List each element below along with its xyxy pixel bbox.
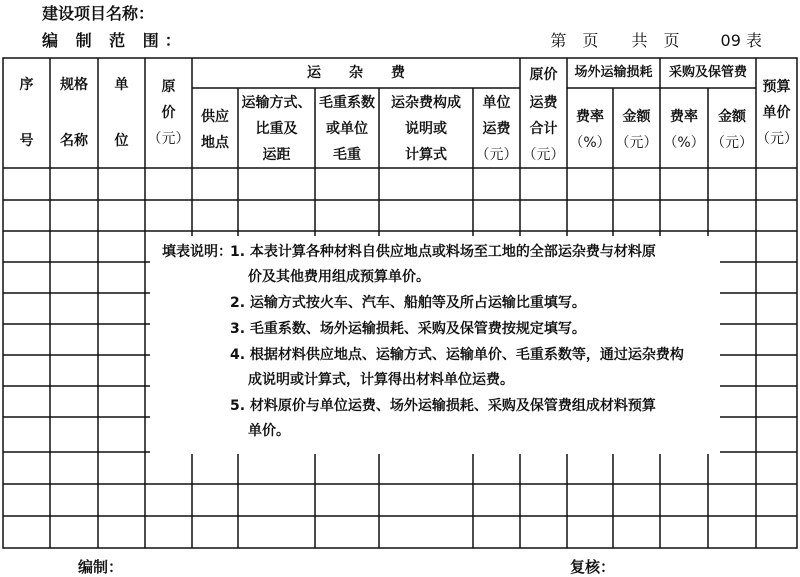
instruction-4: 4. 根据材料供应地点、运输方式、运输单价、毛重系数等，通过运杂费构 (230, 347, 684, 363)
group-loss-header: 场外运输损耗 (574, 65, 653, 80)
col-budget-2: 单价 (762, 105, 791, 121)
col-unit-bottom: 位 (114, 133, 129, 149)
col-freight-calc-2: 说明或 (405, 121, 447, 137)
col-storage-rate-bottom: （%） (663, 135, 705, 151)
instructions-lead: 填表说明： (162, 244, 232, 260)
col-transport-1: 运输方式、 (241, 95, 312, 111)
page-number: 第 页 (550, 31, 599, 50)
col-loss-amount-top: 金额 (622, 109, 651, 125)
instruction-5-cont: 单价。 (248, 423, 290, 439)
instruction-5: 5. 材料原价与单位运费、场外运输损耗、采购及保管费组成材料预算 (230, 398, 656, 414)
compiled-by-label: 编制： (78, 558, 124, 576)
col-seq-top: 序 (19, 77, 34, 93)
instruction-4-cont: 成说明或计算式，计算得出材料单位运费。 (248, 372, 514, 388)
group-freight-header: 运 杂 费 (307, 65, 405, 81)
col-spec-top: 规格 (60, 77, 88, 93)
col-total-3: 合计 (529, 121, 558, 137)
group-storage-header: 采购及保管费 (668, 65, 747, 80)
col-price-2: 价 (161, 105, 176, 121)
col-unit-freight-1: 单位 (482, 95, 511, 111)
instruction-3: 3. 毛重系数、场外运输损耗、采购及保管费按规定填写。 (230, 321, 586, 337)
col-price-1: 原 (161, 79, 176, 95)
col-gross-2: 或单位 (326, 121, 368, 137)
col-loss-rate-top: 费率 (576, 109, 604, 125)
col-supply-bottom: 地点 (201, 135, 229, 151)
col-storage-amount-top: 金额 (718, 109, 746, 125)
col-transport-2: 比重及 (255, 121, 298, 137)
col-total-2: 运费 (529, 95, 558, 111)
col-freight-calc-1: 运杂费构成 (391, 95, 461, 111)
reviewed-by-label: 复核： (570, 558, 616, 576)
project-name-label: 建设项目名称： (42, 4, 155, 23)
fill-instructions (150, 236, 720, 454)
table-number: 09 表 (720, 31, 762, 50)
col-unit-freight-3: （元） (475, 147, 518, 163)
col-seq-bottom: 号 (19, 133, 34, 149)
col-total-4: （元） (522, 147, 565, 163)
col-spec-bottom: 名称 (60, 133, 88, 149)
col-gross-1: 毛重系数 (319, 95, 375, 111)
col-storage-amount-bottom: （元） (711, 135, 753, 151)
col-loss-amount-bottom: （元） (615, 135, 658, 151)
col-budget-1: 预算 (762, 79, 791, 95)
scope-label: 编 制 范 围： (42, 31, 187, 50)
instruction-2: 2. 运输方式按火车、汽车、船舶等及所占运输比重填写。 (230, 295, 586, 311)
col-unit-top: 单 (114, 77, 129, 93)
col-transport-3: 运距 (262, 147, 291, 163)
instruction-1: 1. 本表计算各种材料自供应地点或料场至工地的全部运杂费与材料原 (230, 244, 656, 260)
col-total-1: 原价 (529, 67, 558, 83)
col-storage-rate-top: 费率 (670, 109, 698, 125)
col-gross-3: 毛重 (333, 147, 361, 163)
instruction-1-cont: 价及其他费用组成预算单价。 (248, 269, 430, 285)
col-loss-rate-bottom: （%） (569, 135, 611, 151)
col-budget-3: （元） (756, 131, 798, 147)
col-unit-freight-2: 运费 (482, 121, 511, 137)
col-price-3: （元） (147, 131, 190, 147)
col-freight-calc-3: 计算式 (405, 147, 447, 163)
col-supply-top: 供应 (201, 109, 229, 125)
page-total: 共 页 (631, 31, 680, 50)
